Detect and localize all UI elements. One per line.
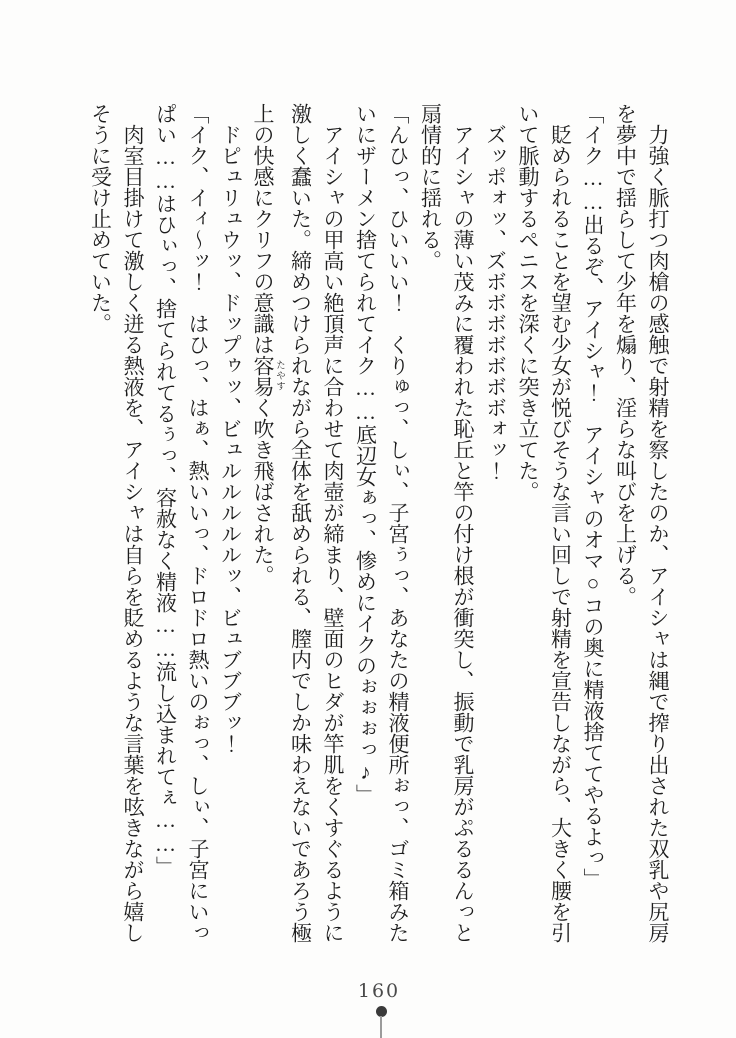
text-column: 「イク、イィ〜ッ！ はひっ、はぁ、熱いいっ、ドロドロ熱いのぉっ、しぃ、子宮にいっ — [186, 103, 210, 943]
page-text-block — [84, 103, 674, 947]
text-column: を夢中で揺らして少年を煽り、淫らな叫びを上げる。 — [613, 103, 638, 607]
column-text-post: く吹き飛ばされた。 — [251, 397, 275, 586]
page-number: 160 — [357, 980, 401, 1002]
ruby-text: たやす — [274, 355, 284, 397]
text-column-sfx: ズッポォッ、ズボボボボボボボォッ！ — [483, 124, 508, 481]
text-column-sfx: ドピュリュウッ、ドップゥッ、ビュルルルルルッ、ビュブブブッ！ — [218, 124, 243, 754]
text-column: ぱい……はひぃっ、捨てられてるぅっ、容赦なく精液……流し込まれてぇ……」 — [153, 103, 178, 877]
text-column: いにザーメン捨てられてイク……底辺女ぁっ、惨めにイクのぉぉぉっ♪」 — [353, 103, 378, 805]
ruby-annotation — [251, 355, 284, 397]
text-column: アイシャの甲高い絶頂声に合わせて肉壺が締まり、壁面のヒダが竿肌をくすぐるように — [321, 124, 345, 943]
text-column: 「イク……出るぞ、アイシャ！ アイシャのオマ○コの奥に精液捨ててやるよっ」 — [581, 103, 605, 889]
text-column: 力強く脈打つ肉槍の感触で射精を察したのか、アイシャは縄で搾り出された双乳や尻房 — [646, 124, 670, 943]
text-column-with-ruby — [247, 103, 285, 943]
text-column: 貶められることを望む少女が悦びそうな言い回しで射精を宣告しながら、大きく腰を引 — [548, 124, 573, 943]
text-column: 肉室目掛けて激しく迸る熱液を、アイシャは自らを貶めるような言葉を呟きながら嬉し — [121, 124, 145, 943]
ruby-base: 容易 — [251, 355, 275, 397]
text-column: そうに受け止めていた。 — [88, 103, 113, 334]
text-column: 扇情的に揺れる。 — [418, 103, 443, 271]
column-text-pre: 上の快感にクリフの意識は — [251, 103, 275, 355]
text-column: 激しく蠢いた。締めつけられながら全体を舐められる、膣内でしか味わえないであろう極 — [288, 103, 313, 943]
text-column: 「んひっ、ひいいい！ くりゅっ、しぃ、子宮ぅっ、あなたの精液便所ぉっ、ゴミ箱みた — [386, 103, 410, 943]
text-column: アイシャの薄い茂みに覆われた恥丘と竿の付け根が衝突し、振動で乳房がぷるるんっと — [451, 124, 475, 943]
text-column: いて脈動するペニスを深くに突き立てた。 — [516, 103, 540, 502]
marker-line — [380, 1016, 382, 1038]
